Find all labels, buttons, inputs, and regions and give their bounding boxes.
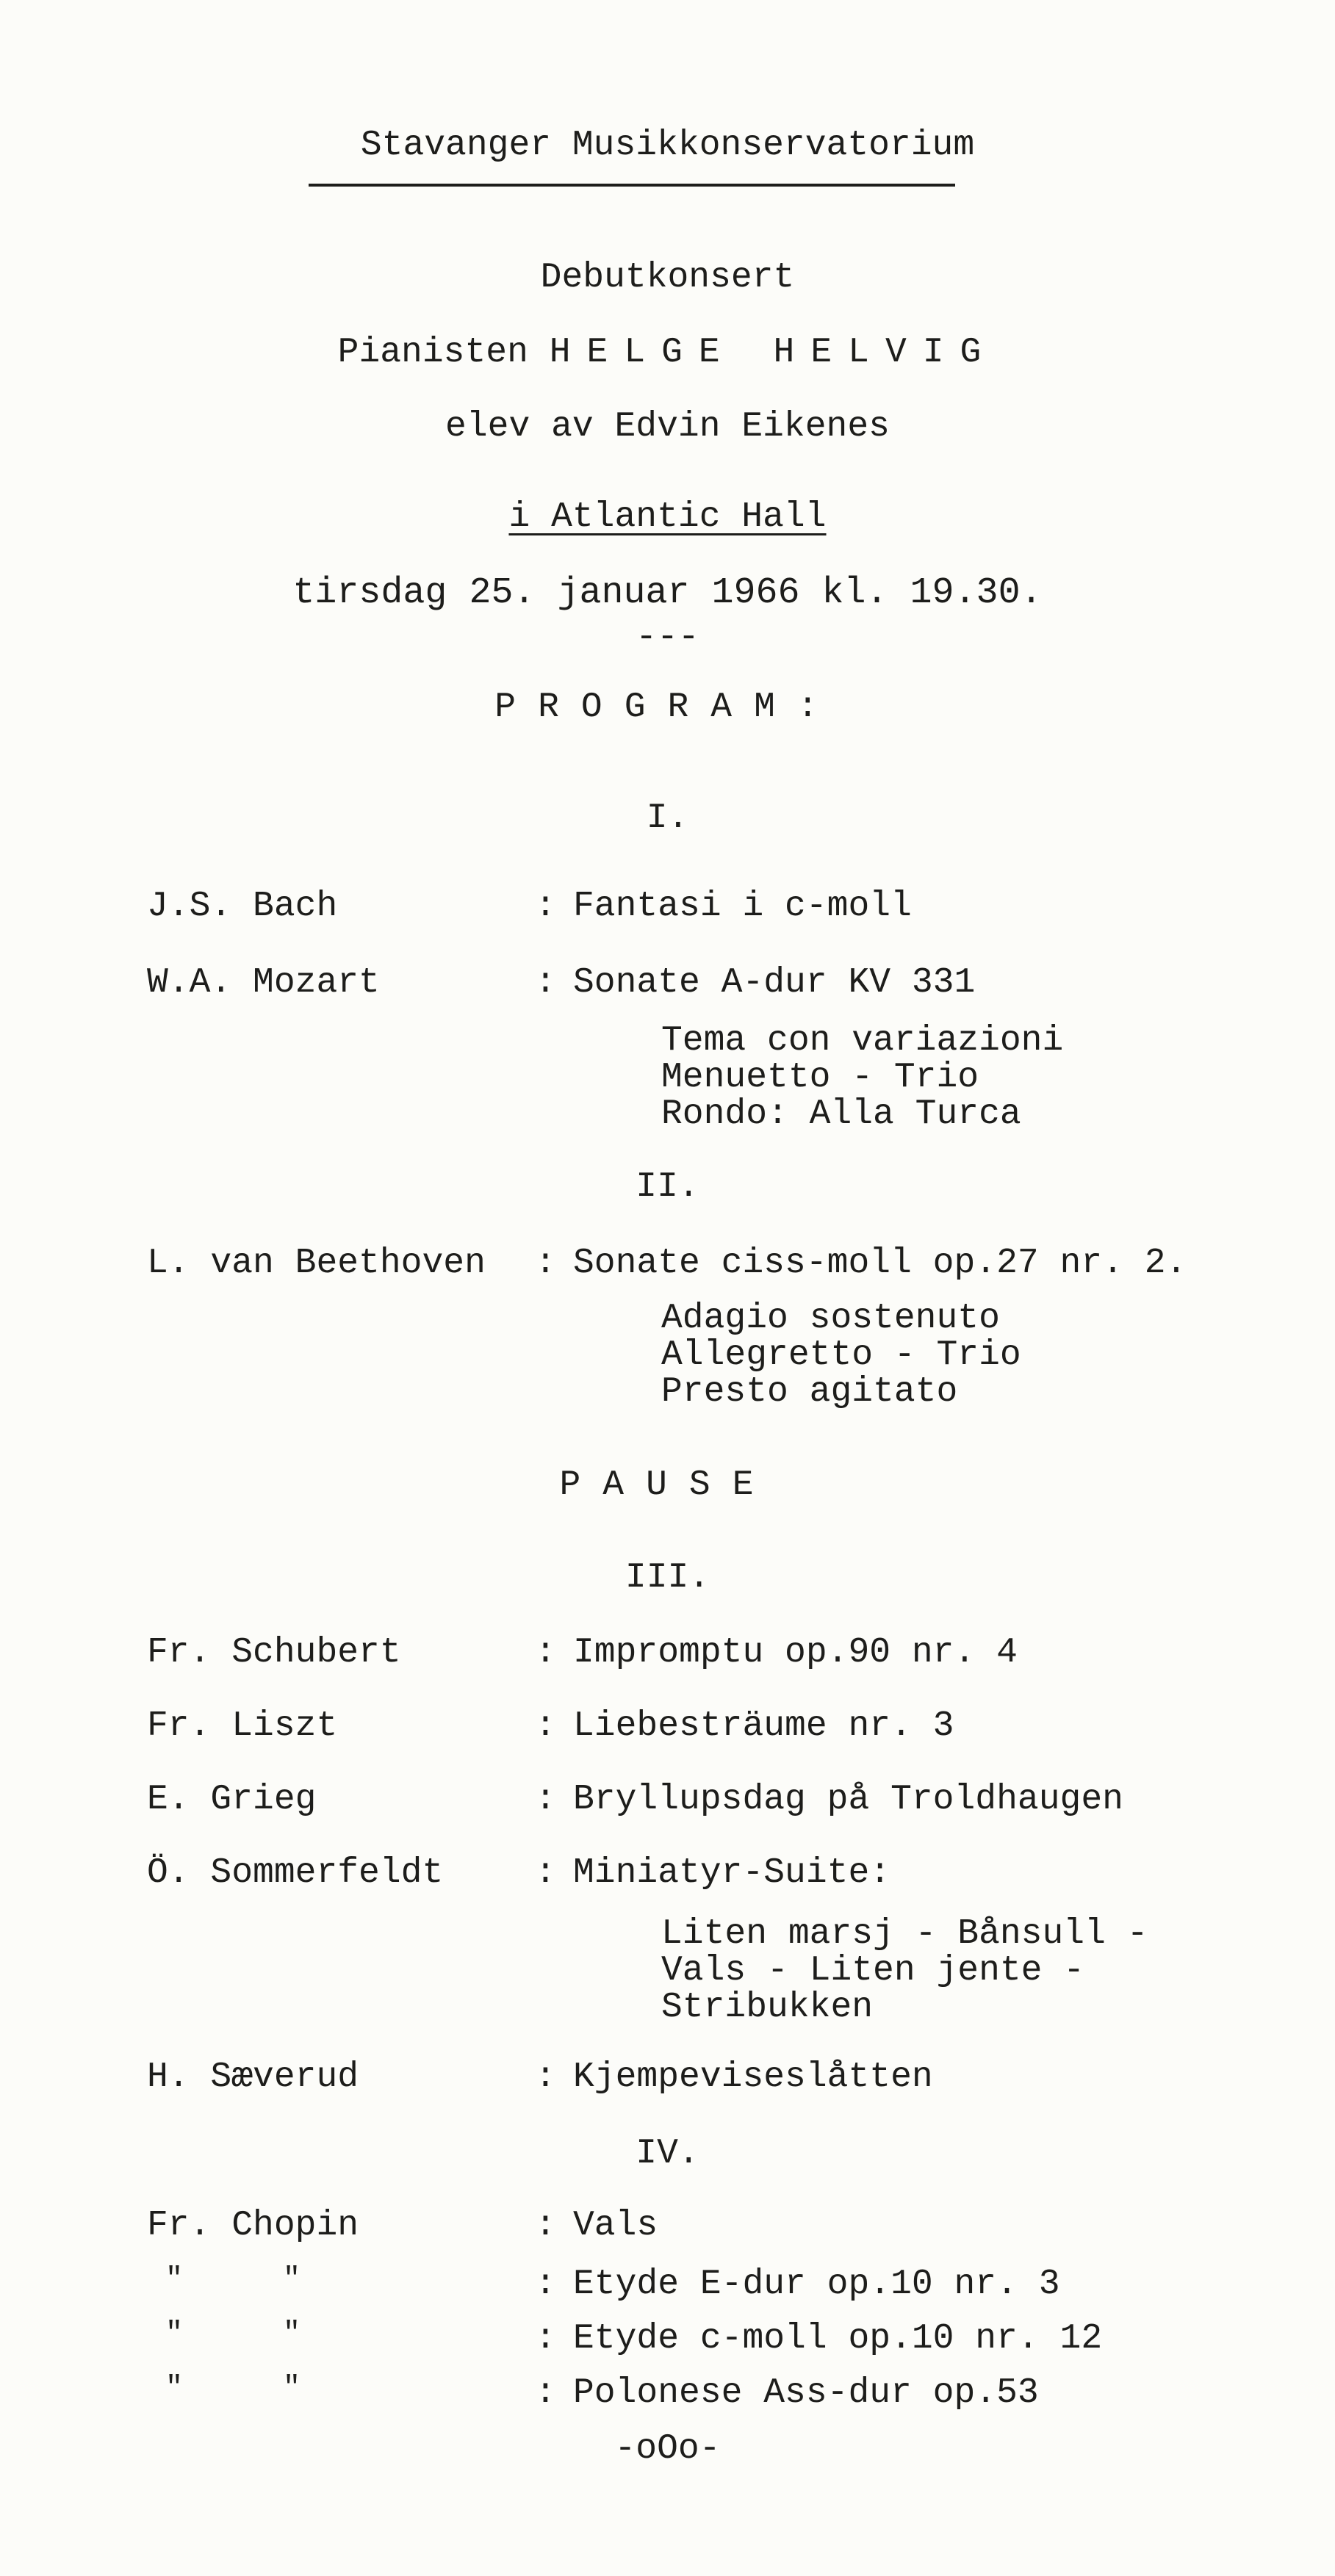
movement-line: Tema con variazioni — [661, 1021, 1064, 1061]
colon-separator: : — [535, 887, 556, 926]
composer-beethoven: L. van Beethoven — [147, 1244, 486, 1283]
section-numeral-4: IV. — [636, 2134, 699, 2173]
movement-line: Presto agitato — [661, 1372, 958, 1412]
work-liszt: Liebesträume nr. 3 — [573, 1706, 954, 1746]
colon-separator: : — [535, 1244, 556, 1283]
movement-line: Menuetto - Trio — [661, 1058, 979, 1097]
work-bach: Fantasi i c-moll — [573, 887, 912, 926]
work-sommerfeldt: Miniatyr-Suite: — [573, 1853, 891, 1893]
composer-mozart: W.A. Mozart — [147, 963, 380, 1003]
program-title: PROGRAM: — [494, 688, 841, 727]
work-chopin-etude-e: Etyde E-dur op.10 nr. 3 — [573, 2265, 1060, 2304]
institution-title: Stavanger Musikkonservatorium — [360, 126, 975, 165]
event-title: Debutkonsert — [540, 258, 795, 297]
ditto-mark: " — [165, 2263, 184, 2296]
composer-saeverud: H. Sæverud — [147, 2057, 359, 2097]
pause-label: PAUSE — [559, 1465, 776, 1505]
colon-separator: : — [535, 963, 556, 1003]
work-mozart: Sonate A-dur KV 331 — [573, 963, 976, 1003]
performer-line — [0, 332, 1335, 373]
ditto-mark: " — [165, 2317, 184, 2350]
header-underline — [309, 184, 955, 187]
work-saeverud: Kjempeviseslåtten — [573, 2057, 933, 2097]
movement-line: Allegretto - Trio — [661, 1335, 1021, 1375]
work-schubert: Impromptu op.90 nr. 4 — [573, 1633, 1018, 1673]
venue-line: i Atlantic Hall — [508, 497, 827, 537]
section-numeral-3: III. — [625, 1558, 710, 1598]
colon-separator: : — [535, 2373, 556, 2413]
performer-name: HELGE HELVIG — [549, 333, 998, 372]
colon-separator: : — [535, 1780, 556, 1819]
performer-prefix: Pianisten — [337, 333, 528, 372]
teacher-line: elev av Edvin Eikenes — [445, 407, 890, 447]
colon-separator: : — [535, 1853, 556, 1893]
section-numeral-1: I. — [646, 798, 689, 838]
end-mark: -oOo- — [614, 2429, 721, 2469]
movement-line: Vals - Liten jente - — [661, 1951, 1085, 1991]
movement-line: Stribukken — [661, 1988, 874, 2027]
work-beethoven: Sonate ciss-moll op.27 nr. 2. — [573, 1244, 1187, 1283]
movement-line: Liten marsj - Bånsull - — [661, 1914, 1148, 1954]
work-grieg: Bryllupsdag på Troldhaugen — [573, 1780, 1123, 1819]
colon-separator: : — [535, 1633, 556, 1673]
movement-line: Adagio sostenuto — [661, 1299, 1000, 1338]
section-numeral-2: II. — [636, 1167, 699, 1207]
colon-separator: : — [535, 2319, 556, 2359]
divider-dashes: --- — [636, 618, 699, 657]
work-chopin-vals: Vals — [573, 2206, 658, 2245]
colon-separator: : — [535, 2265, 556, 2304]
composer-sommerfeldt: Ö. Sommerfeldt — [147, 1853, 444, 1893]
composer-grieg: E. Grieg — [147, 1780, 317, 1819]
composer-bach: J.S. Bach — [147, 887, 338, 926]
work-chopin-etude-c: Etyde c-moll op.10 nr. 12 — [573, 2319, 1103, 2359]
composer-liszt: Fr. Liszt — [147, 1706, 338, 1746]
ditto-mark: " — [165, 2372, 184, 2405]
date-time-line: tirsdag 25. januar 1966 kl. 19.30. — [292, 572, 1043, 614]
composer-chopin: Fr. Chopin — [147, 2206, 359, 2245]
work-chopin-polonese: Polonese Ass-dur op.53 — [573, 2373, 1039, 2413]
composer-schubert: Fr. Schubert — [147, 1633, 401, 1673]
movement-line: Rondo: Alla Turca — [661, 1094, 1021, 1134]
colon-separator: : — [535, 2057, 556, 2097]
ditto-mark: " — [283, 2372, 301, 2405]
colon-separator: : — [535, 1706, 556, 1746]
ditto-mark: " — [283, 2263, 301, 2296]
ditto-mark: " — [283, 2317, 301, 2350]
colon-separator: : — [535, 2206, 556, 2245]
